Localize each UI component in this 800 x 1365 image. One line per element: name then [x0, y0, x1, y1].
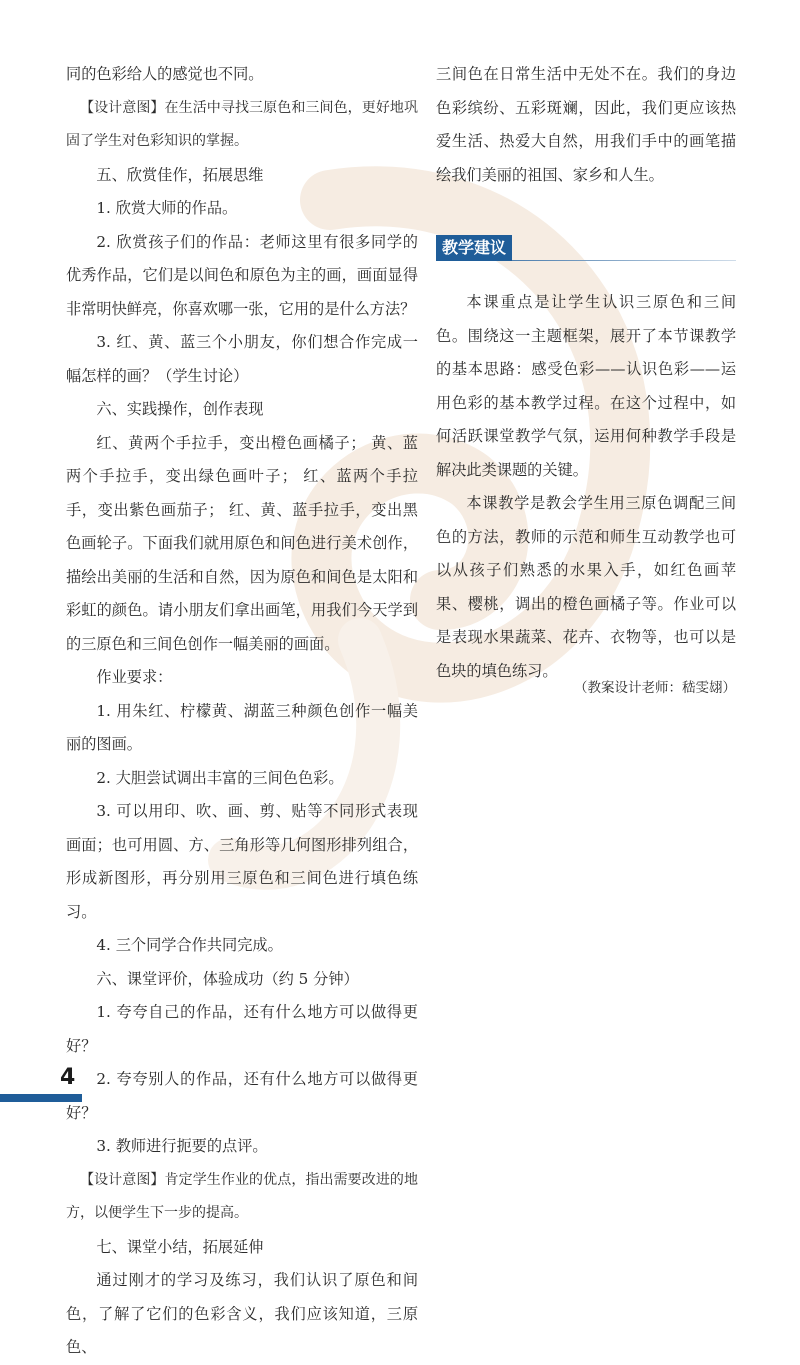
paragraph: 红、黄两个手拉手，变出橙色画橘子； 黄、蓝两个手拉手，变出绿色画叶子； 红、蓝两个手拉手，变出紫色画茄子； 红、黄、蓝手拉手，变出黑色画轮子。下面我们就用原色和间色进行美术创作，描绘出美丽的生活和自然，因为原色和间色是太阳和彩虹的颜色。请小朋友们拿出画笔，用我们今天学到的三原色和三间色创作一幅美丽的画面。: [66, 433, 418, 653]
author-credit: （教案设计老师：嵇雯翃）: [574, 680, 736, 696]
list-item: 1. 用朱红、柠檬黄、湖蓝三种颜色创作一幅美丽的图画。: [66, 701, 418, 753]
homework-requirements-label: 作业要求：: [96, 668, 173, 686]
paragraph: 通过刚才的学习及练习，我们认识了原色和间色，了解了它们的色彩含义，我们应该知道，三原色、: [66, 1271, 418, 1356]
section-title: 教学建议: [436, 235, 512, 261]
page-number: 4: [60, 1065, 76, 1090]
teaching-suggestions-body: [436, 286, 736, 688]
paragraph: 本课教学是教会学生用三原色调配三间色的方法，教师的示范和师生互动教学也可以从孩子们熟悉的水果入手，如红色画苹果、樱桃，调出的橙色画橘子等。作业可以是表现水果蔬菜、花卉、衣物等，也可以是色块的填色练习。: [436, 494, 736, 680]
list-item: 3. 教师进行扼要的点评。: [96, 1137, 268, 1155]
left-column: [66, 58, 418, 1365]
section-heading: 六、课堂评价，体验成功（约 5 分钟）: [96, 969, 359, 988]
list-item: 2. 大胆尝试调出丰富的三间色色彩。: [96, 768, 344, 787]
paragraph: 本课重点是让学生认识三原色和三间色。围绕这一主题框架，展开了本节课教学的基本思路：感受色彩——认识色彩——运用色彩的基本教学过程。在这个过程中，如何活跃课堂教学气氛，运用何种教学手段是解决此类课题的关键。: [436, 293, 736, 479]
list-item: 2. 夸夸别人的作品，还有什么地方可以做得更好？: [66, 1070, 418, 1122]
section-heading: 七、课堂小结，拓展延伸: [96, 1237, 264, 1256]
list-item: 3. 红、黄、蓝三个小朋友，你们想合作完成一幅怎样的画？（学生讨论）: [66, 333, 418, 385]
list-item: 4. 三个同学合作共同完成。: [96, 936, 283, 954]
design-intent-text: 肯定学生作业的优点，指出需要改进的地方，以便学生下一步的提高。: [66, 1171, 419, 1221]
paragraph: 三间色在日常生活中无处不在。我们的身边色彩缤纷、五彩斑斓，因此，我们更应该热爱生活、热爱大自然，用我们手中的画笔描绘我们美丽的祖国、家乡和人生。: [436, 65, 736, 184]
paragraph: 同的色彩给人的感觉也不同。: [66, 65, 264, 83]
section-heading: 六、实践操作，创作表现: [96, 400, 264, 418]
design-intent-note: [66, 92, 418, 159]
design-intent-note: [66, 1164, 418, 1231]
list-item: 1. 欣赏大师的作品。: [96, 199, 238, 217]
design-intent-text: 在生活中寻找三原色和三间色，更好地巩固了学生对色彩知识的掌握。: [66, 99, 419, 149]
list-item: 1. 夸夸自己的作品，还有什么地方可以做得更好？: [66, 1003, 418, 1055]
teaching-suggestions-header: [436, 235, 736, 263]
list-item: 2. 欣赏孩子们的作品：老师这里有很多同学的优秀作品，它们是以间色和原色为主的画，画面显得非常明快鲜亮，你喜欢哪一张，它用的是什么方法？: [66, 232, 418, 318]
section-heading: 五、欣赏佳作，拓展思维: [96, 165, 264, 184]
page-number-bar: [0, 1094, 82, 1102]
list-item: 3. 可以用印、吹、画、剪、贴等不同形式表现画面；也可用圆、方、三角形等几何图形排列组合，形成新图形，再分别用三原色和三间色进行填色练习。: [66, 802, 418, 921]
right-column-top: [436, 58, 736, 192]
design-intent-tag: 【设计意图】: [80, 99, 165, 116]
design-intent-tag: 【设计意图】: [80, 1171, 165, 1188]
